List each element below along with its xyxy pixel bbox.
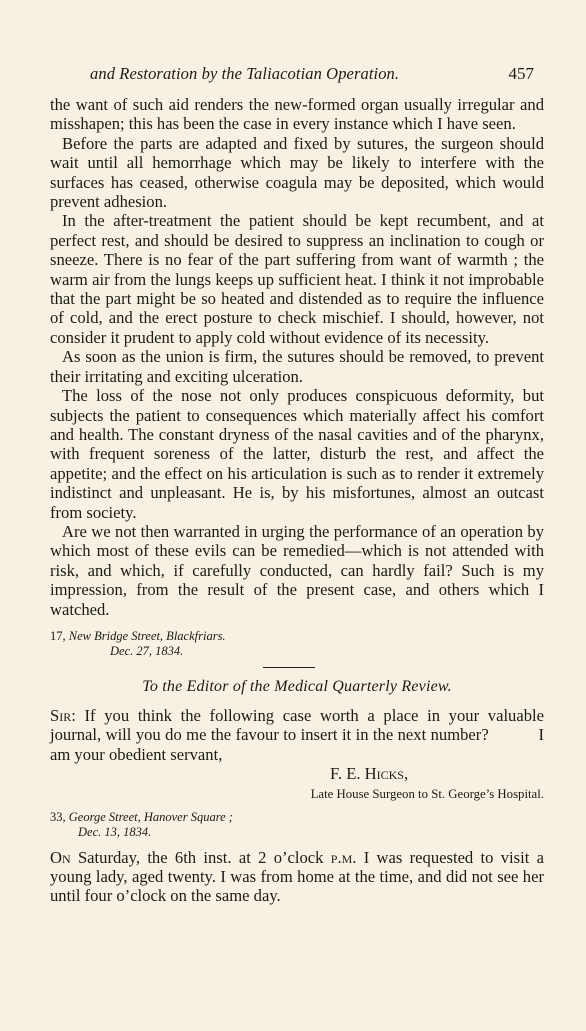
running-head-title: and Restoration by the Taliacotian Operation. bbox=[90, 64, 400, 83]
running-head bbox=[90, 64, 534, 86]
address-street: George Street, Hanover Square ; bbox=[68, 809, 233, 824]
paragraph-union: As soon as the union is firm, the sutures should be removed, to prevent their irritating and exciting ulceration. bbox=[50, 347, 544, 386]
case-lead: On bbox=[50, 847, 71, 867]
paragraph-loss-of-nose: The loss of the nose not only produces conspicuous deformity, but subjects the patient to consequences which materially affect his comfort and health. The constant dryness of the nasal cavities and of the pharynx, with frequent soreness of the latter, disturb the rest, and affect the appetite; and the effect on his articulation is such as to render it extremely indistinct and unpleasant. He is, by his misfortunes, almost an outcast from society. bbox=[50, 386, 544, 522]
section-divider bbox=[263, 667, 315, 668]
case-text-2: I was requested to visit a young lady, aged twenty. I was from home at the time, and did not see her until four o’clock on the same day. bbox=[50, 847, 544, 906]
letter-body bbox=[50, 706, 544, 764]
case-pm: p.m. bbox=[330, 847, 357, 867]
address-number: 33, bbox=[50, 809, 66, 824]
page-body bbox=[50, 95, 544, 906]
paragraph-sutures: Before the parts are adapted and fixed by sutures, the surgeon should wait until all hemorrhage which may be likely to interfere with the surfaces has ceased, otherwise coagula may be deposited, which would prevent adhesion. bbox=[50, 133, 544, 212]
signature-name: F. E. Hicks, bbox=[330, 764, 409, 784]
paragraph-after-treatment: In the after-treatment the patient should be kept recumbent, and at perfect rest, and should be desired to suppress an inclination to cough or sneeze. There is no fear of the part suffering from want of warmth ; the warm air from the lungs keeps up sufficient heat. I think it not improbable that the part might be so heated and distended as to require the influence of cold, and the erect posture to check mischief. I should, however, not consider it prudent to apply cold without evidence of its necessity. bbox=[50, 211, 544, 347]
signoff-street: New Bridge Street, Blackfriars. bbox=[68, 628, 226, 643]
address-date: Dec. 13, 1834. bbox=[78, 824, 152, 839]
signoff-number: 17, bbox=[50, 628, 66, 643]
letter-address bbox=[50, 810, 544, 840]
page-number: 457 bbox=[508, 64, 534, 83]
paragraph-conclusion: Are we not then warranted in urging the performance of an operation by which most of these evils can be remedied—which is not attended with risk, and which, if carefully conducted, can hardly fail? Such is my impression, from the result of the present case, and others which I watched. bbox=[50, 521, 544, 619]
letter-body-text: : If you think the following case worth a place in your valuable journal, will you do me the favour to insert it in the next number? I am your obedient servant, bbox=[50, 705, 544, 764]
case-text-1: Saturday, the 6th inst. at 2 o’clock bbox=[70, 847, 331, 867]
signoff-date: Dec. 27, 1834. bbox=[110, 643, 184, 658]
signoff-address bbox=[50, 629, 544, 644]
letter-salutation: Sir bbox=[50, 705, 72, 725]
paragraph-continuation: the want of such aid renders the new-formed organ usually irregular and misshapen; this has been the case in every instance which I have seen. bbox=[50, 95, 544, 134]
signature-title: Late House Surgeon to St. George’s Hospital. bbox=[310, 786, 544, 801]
letter-heading: To the Editor of the Medical Quarterly Review. bbox=[142, 677, 452, 695]
case-paragraph bbox=[50, 848, 544, 906]
